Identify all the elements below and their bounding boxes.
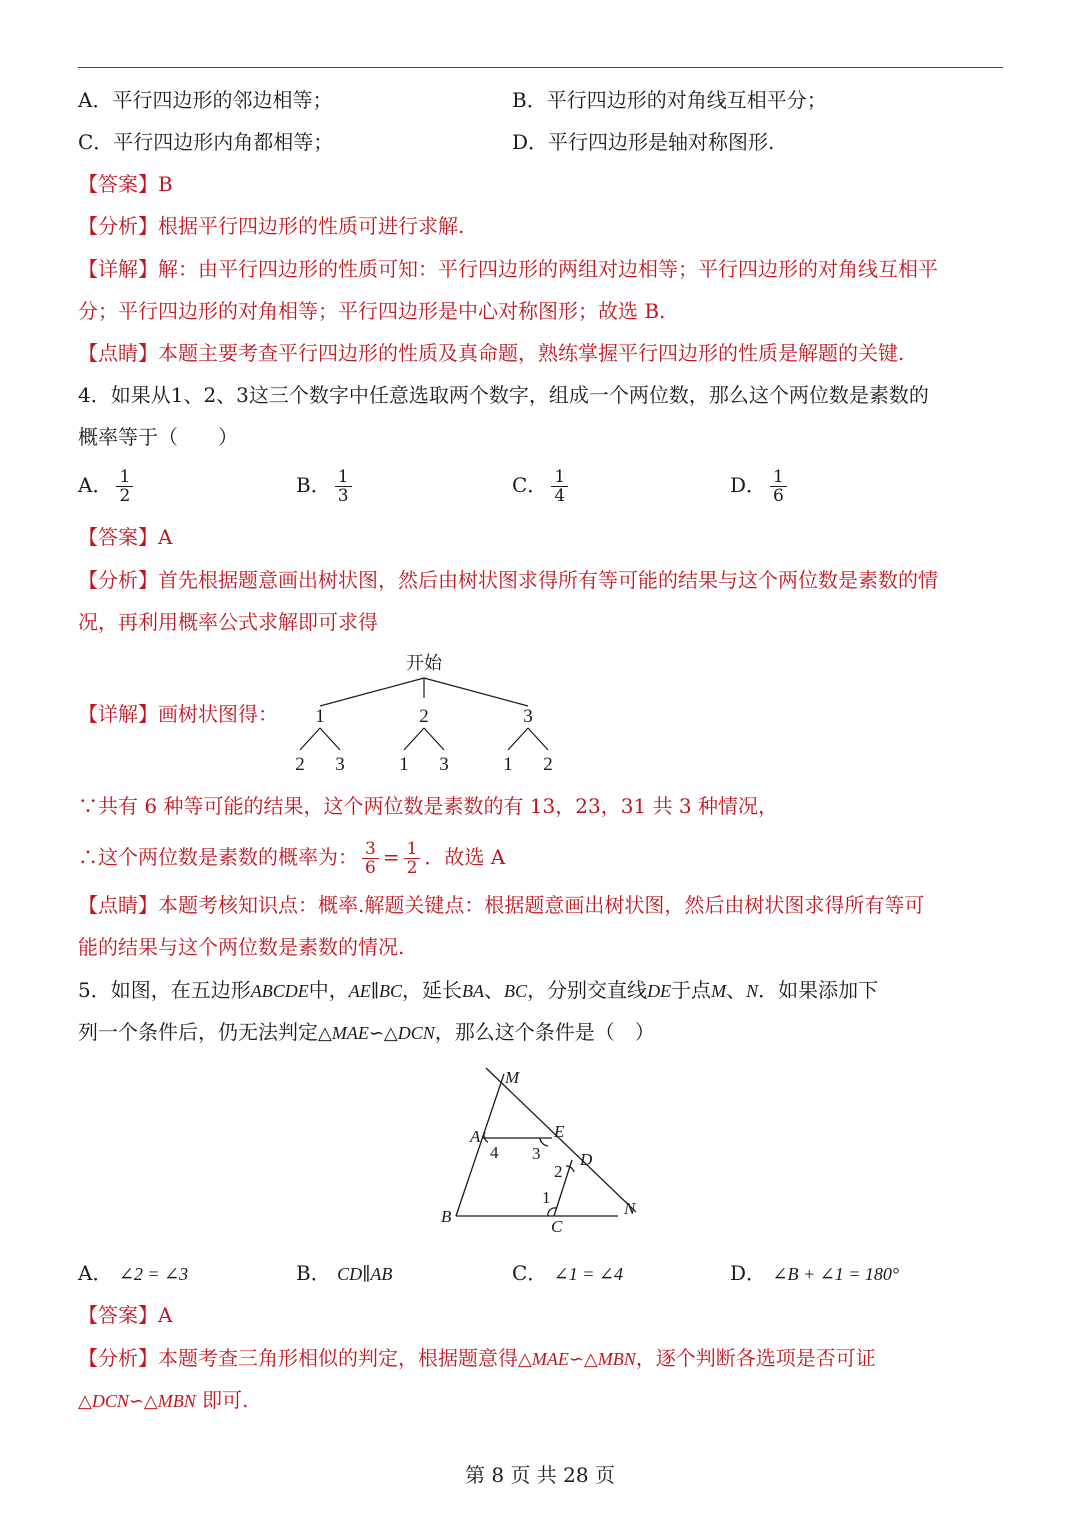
q4-option-c-fraction: $\frac{1}{4}$: [551, 468, 568, 505]
tree-leaf: 3: [335, 754, 345, 775]
q5-answer: 【答案】A: [78, 1303, 173, 1327]
label-E: E: [554, 1122, 565, 1141]
q4-comment-line2: 能的结果与这个两位数是素数的情况.: [78, 935, 405, 959]
tree-leaf: 2: [543, 754, 553, 775]
q4-therefore: ∴这个两位数是素数的概率为： $\frac{3}{6}$ = $\frac{1}{2}$ ．故选 A: [78, 839, 506, 878]
q4-stem-line2: 概率等于（ ）: [78, 425, 238, 449]
q3-option-d: D．平行四边形是轴对称图形.: [512, 130, 775, 154]
angle-1-label: 1: [542, 1188, 551, 1207]
q5-option-c: C． ∠1 = ∠4: [512, 1261, 623, 1285]
tree-leaf: 1: [503, 754, 513, 775]
angle-3-label: 3: [532, 1144, 541, 1163]
q4-analysis-line1: 【分析】首先根据题意画出树状图，然后由树状图求得所有等可能的结果与这个两位数是素数的情: [78, 568, 938, 592]
angle-2-label: 2: [554, 1162, 563, 1181]
pentagon-figure: [430, 1060, 650, 1240]
q3-analysis: 【分析】根据平行四边形的性质可进行求解.: [78, 214, 465, 238]
q5-analysis-line1: 【分析】本题考查三角形相似的判定，根据题意得△MAE∽△MBN，逐个判断各选项是否可证: [78, 1346, 876, 1370]
tree-node-1: 1: [315, 706, 325, 727]
q3-detail-line2: 分；平行四边形的对角相等；平行四边形是中心对称图形；故选 B.: [78, 299, 666, 323]
q4-analysis-line2: 况，再利用概率公式求解即可求得: [78, 610, 378, 634]
q4-answer: 【答案】A: [78, 525, 173, 549]
q4-therefore-frac2: $\frac{1}{2}$: [404, 840, 421, 877]
q3-option-c: C．平行四边形内角都相等；: [78, 130, 334, 154]
label-B: B: [441, 1207, 452, 1226]
angle-4-label: 4: [490, 1143, 499, 1162]
q4-therefore-frac1: $\frac{3}{6}$: [362, 840, 379, 877]
top-rule: [78, 67, 1003, 68]
q5-option-b: B． CD∥AB: [296, 1261, 393, 1285]
tree-leaf: 1: [399, 754, 409, 775]
q4-option-a-fraction: $\frac{1}{2}$: [116, 468, 133, 505]
q3-option-a: A．平行四边形的邻边相等；: [78, 88, 333, 112]
q3-comment: 【点睛】本题主要考查平行四边形的性质及真命题，熟练掌握平行四边形的性质是解题的关键.: [78, 341, 905, 365]
tree-node-3: 3: [523, 706, 533, 727]
q5-stem-line1: 5．如图，在五边形ABCDE中，AE∥BC，延长BA、BC，分别交直线DE于点M、N．如果添加下: [78, 978, 879, 1002]
page-footer: 第 8 页 共 28 页: [465, 1463, 615, 1487]
q4-option-d: D． $\frac{1}{6}$: [730, 468, 791, 505]
label-D: D: [580, 1150, 593, 1169]
label-M: M: [505, 1068, 520, 1087]
q4-option-d-fraction: $\frac{1}{6}$: [770, 468, 787, 505]
q3-answer: 【答案】B: [78, 172, 173, 196]
tree-diagram: [280, 646, 580, 778]
label-A: A: [470, 1127, 481, 1146]
tree-leaf: 2: [295, 754, 305, 775]
label-N: N: [624, 1199, 636, 1218]
q4-stem-line1: 4．如果从1、2、3这三个数字中任意选取两个数字，组成一个两位数，那么这个两位数是素数的: [78, 383, 929, 407]
q4-option-b-fraction: $\frac{1}{3}$: [335, 468, 352, 505]
q5-option-d: D． ∠B + ∠1 = 180°: [730, 1261, 900, 1285]
tree-leaf: 3: [439, 754, 449, 775]
q5-option-a: A． ∠2 = ∠3: [78, 1261, 189, 1285]
label-C: C: [551, 1217, 563, 1236]
q4-detail-label: 【详解】画树状图得：: [78, 702, 278, 726]
tree-root: 开始: [406, 653, 442, 674]
tree-node-2: 2: [419, 706, 429, 727]
q5-analysis-line2: △DCN∽△MBN 即可.: [78, 1388, 249, 1412]
q4-option-c: C． $\frac{1}{4}$: [512, 468, 572, 505]
q4-because: ∵共有 6 种等可能的结果，这个两位数是素数的有 13，23，31 共 3 种情况，: [78, 794, 778, 818]
q4-comment-line1: 【点睛】本题考核知识点：概率.解题关键点：根据题意画出树状图，然后由树状图求得所有等可: [78, 893, 925, 917]
q5-stem-line2: 列一个条件后，仍无法判定△MAE∽△DCN，那么这个条件是（ ）: [78, 1020, 655, 1044]
q3-option-b: B．平行四边形的对角线互相平分；: [512, 88, 827, 112]
q4-option-a: A． $\frac{1}{2}$: [78, 468, 137, 505]
q4-option-b: B． $\frac{1}{3}$: [296, 468, 356, 505]
q3-detail-line1: 【详解】解：由平行四边形的性质可知：平行四边形的两组对边相等；平行四边形的对角线互相平: [78, 257, 938, 281]
